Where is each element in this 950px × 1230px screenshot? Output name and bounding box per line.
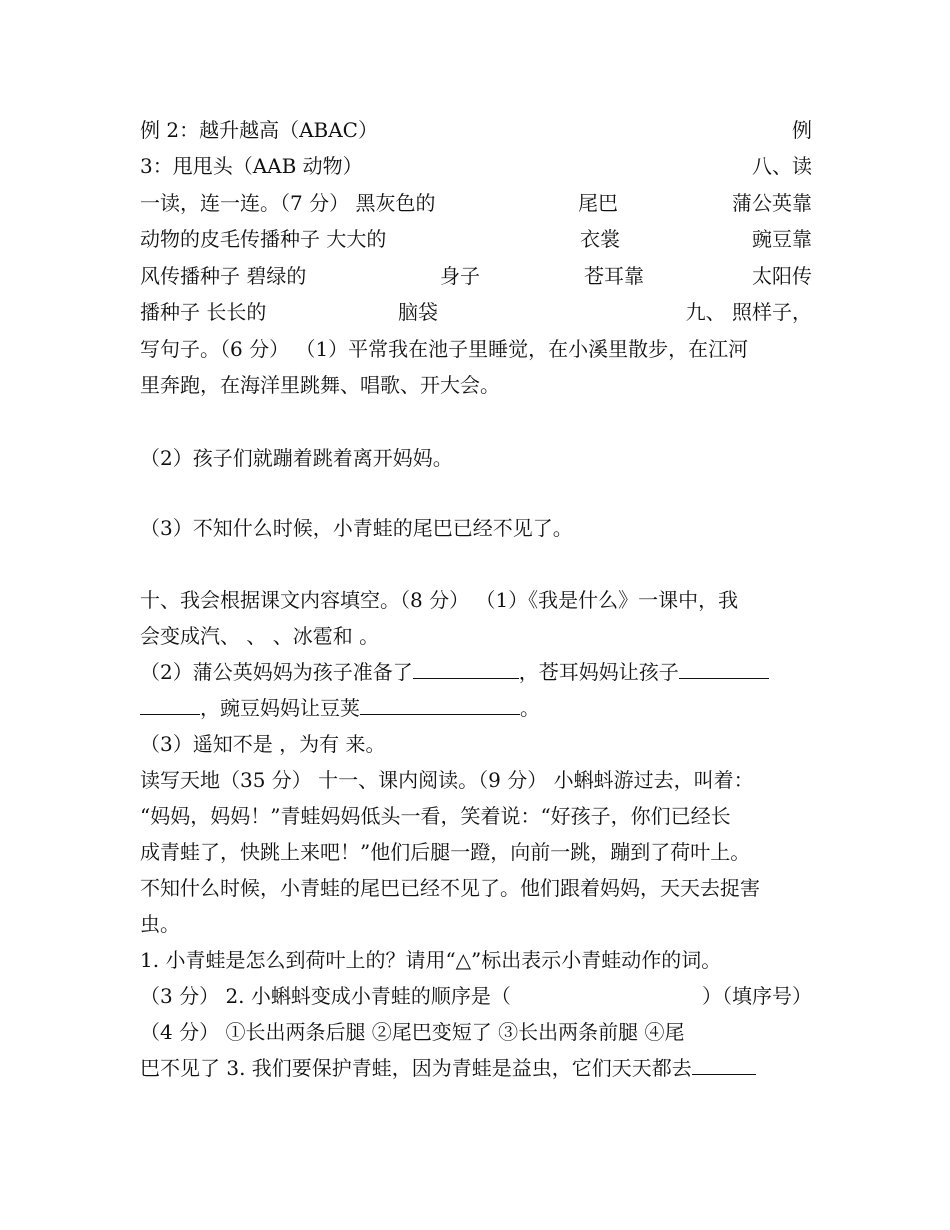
text-segment: 豌豆靠 <box>752 227 812 251</box>
text-segment: （2）蒲公英妈妈为孩子准备了 <box>140 660 413 684</box>
text-segment: 一读，连一连。（7 分） 黑灰色的 <box>140 191 436 215</box>
fill-blank[interactable] <box>140 690 200 715</box>
text-line: 里奔跑，在海洋里跳舞、唱歌、开大会。 <box>140 373 500 397</box>
text-segment: 脑袋 <box>398 300 438 324</box>
fill-blank[interactable] <box>679 654 769 679</box>
text-segment: 尾巴 <box>578 191 618 215</box>
text-line <box>140 112 812 148</box>
text-segment: 风传播种子 碧绿的 <box>140 264 307 288</box>
text-line <box>140 148 812 184</box>
text-line <box>140 258 812 294</box>
text-line: 虫。 <box>140 912 180 936</box>
text-segment: 动物的皮毛传播种子 大大的 <box>140 227 387 251</box>
text-segment: 九、 照样子， <box>685 300 812 324</box>
text-line: （3）遥知不是 ，为有 来。 <box>140 732 386 756</box>
text-line <box>140 1050 812 1086</box>
text-segment: ）（填序号） <box>702 984 812 1008</box>
text-segment: 苍耳靠 <box>584 264 644 288</box>
text-line: 成青蛙了，快跳上来吧！”他们后腿一蹬，向前一跳，蹦到了荷叶上。 <box>140 840 751 864</box>
text-segment: 蒲公英靠 <box>732 191 812 215</box>
fill-blank[interactable] <box>413 654 519 679</box>
text-segment: 播种子 长长的 <box>140 300 267 324</box>
text-line: 1. 小青蛙是怎么到荷叶上的？请用“△”标出表示小青蛙动作的词。 <box>140 948 722 972</box>
fill-blank[interactable] <box>692 1050 756 1075</box>
text-line <box>140 978 812 1014</box>
text-line <box>140 294 812 330</box>
text-segment: 太阳传 <box>752 264 812 288</box>
text-segment: 巴不见了 3. 我们要保护青蛙，因为青蛙是益虫，它们天天都去 <box>140 1056 692 1080</box>
text-line: 不知什么时候，小青蛙的尾巴已经不见了。他们跟着妈妈，天天去捉害 <box>140 876 760 900</box>
text-line: 会变成汽、 、 、冰雹和 。 <box>140 624 380 648</box>
text-line: 十、我会根据课文内容填空。（8 分） （1）《我是什么》一课中，我 <box>140 588 739 612</box>
text-segment: 例 2：越升越高（ABAC） <box>140 118 378 142</box>
text-segment: 。 <box>520 696 540 720</box>
text-line <box>140 185 812 221</box>
text-line <box>140 690 812 726</box>
fill-blank[interactable] <box>360 690 520 715</box>
text-line: （4 分） ①长出两条后腿 ②尾巴变短了 ③长出两条前腿 ④尾 <box>140 1020 685 1044</box>
text-line <box>140 221 812 257</box>
text-segment: 八、读 <box>752 154 812 178</box>
text-line: 读写天地（35 分） 十一、课内阅读。（9 分） 小蝌蚪游过去，叫着： <box>140 768 754 792</box>
text-segment: 例 <box>792 118 812 142</box>
text-line: 写句子。（6 分） （1）平常我在池子里睡觉，在小溪里散步，在江河 <box>140 337 749 361</box>
text-segment: ，豌豆妈妈让豆荚 <box>200 696 360 720</box>
text-segment: 3：甩甩头（AAB 动物） <box>140 154 363 178</box>
text-line: “妈妈，妈妈！”青蛙妈妈低头一看，笑着说：“好孩子，你们已经长 <box>140 804 731 828</box>
text-line: （2）孩子们就蹦着跳着离开妈妈。 <box>140 446 453 470</box>
text-line <box>140 654 812 690</box>
text-segment: （3 分） 2. 小蝌蚪变成小青蛙的顺序是（ <box>140 984 511 1008</box>
text-segment: 衣裳 <box>580 227 620 251</box>
text-segment: ，苍耳妈妈让孩子 <box>518 660 679 684</box>
text-segment: 身子 <box>440 264 480 288</box>
text-line: （3）不知什么时候，小青蛙的尾巴已经不见了。 <box>140 516 573 540</box>
